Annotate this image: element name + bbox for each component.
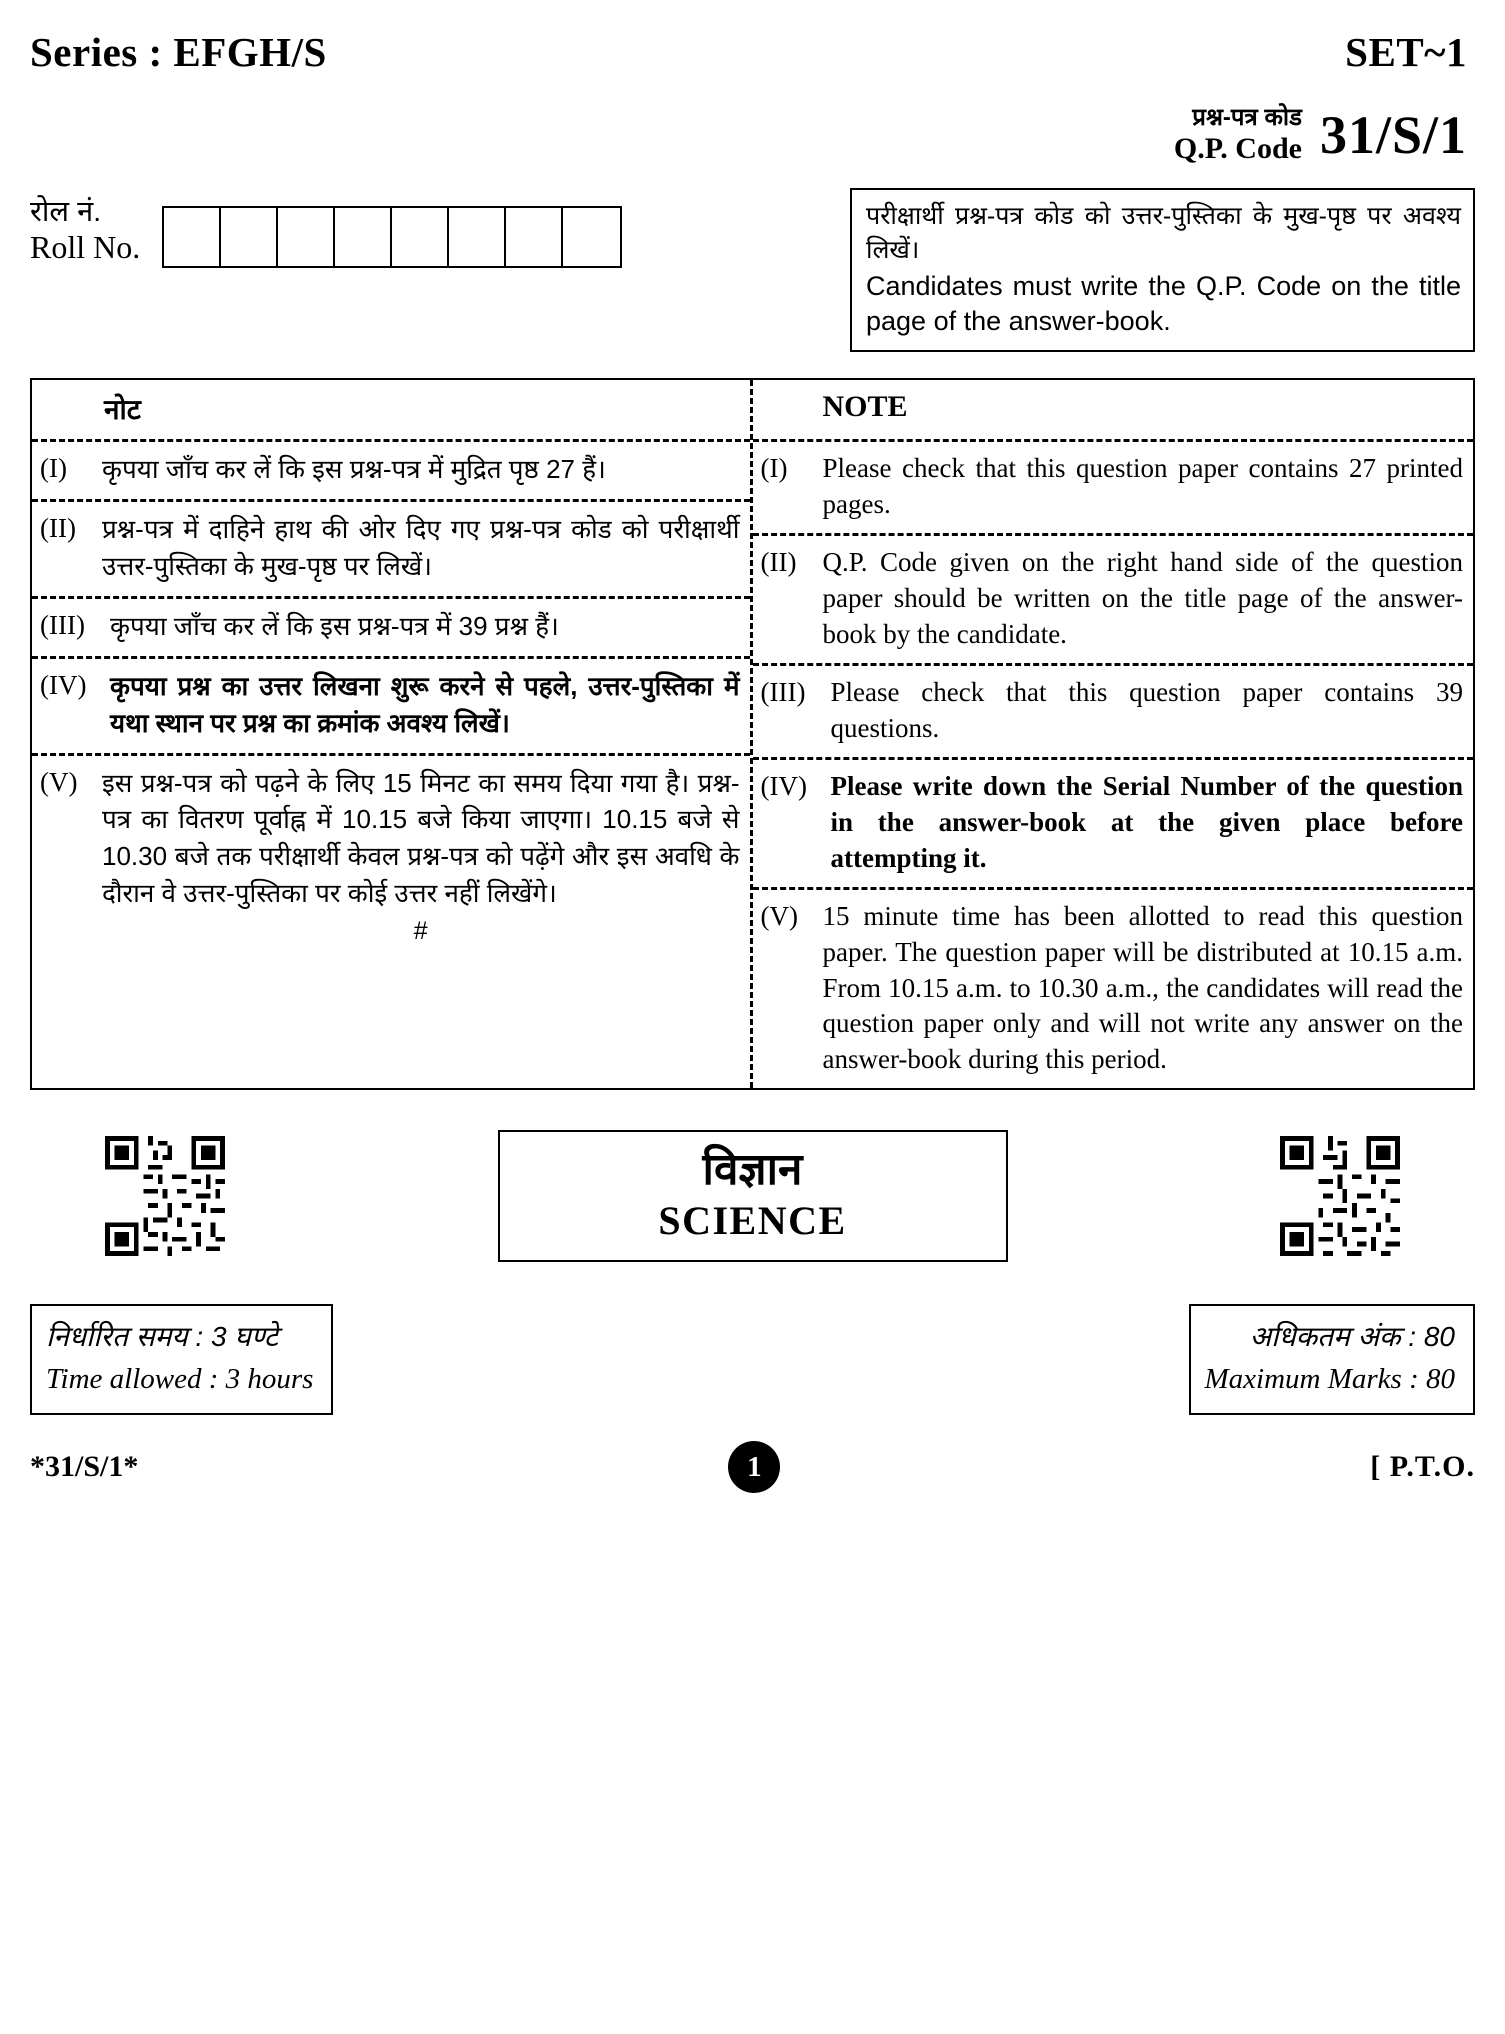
roll-no-input-boxes[interactable] [162, 206, 622, 268]
roll-no-label [30, 188, 140, 266]
qr-code-icon [105, 1136, 225, 1256]
note-column-english [753, 380, 1474, 1088]
page-footer [30, 1441, 1475, 1493]
roll-no-cell[interactable] [164, 208, 221, 266]
qp-code-label-hindi: प्रश्न-पत्र कोड [1192, 103, 1302, 131]
note-row [753, 890, 1474, 1088]
note-heading-english: NOTE [753, 380, 1474, 442]
roll-no-cell[interactable] [278, 208, 335, 266]
note-row [32, 756, 750, 961]
note-row-number: (V) [760, 901, 798, 932]
qp-code-labels [1174, 105, 1302, 165]
header-row [30, 28, 1475, 76]
pto-label: [ P.T.O. [1370, 1450, 1475, 1484]
roll-no-label-hindi: रोल नं. [30, 196, 102, 228]
time-allowed-hindi: निर्धारित समय : 3 घण्टे [46, 1320, 278, 1352]
qp-code-block [30, 104, 1475, 166]
note-row-text: Please write down the Serial Number of the question in the answer-book at the given place before attempting it. [830, 771, 1463, 873]
series-label: Series : EFGH/S [30, 29, 327, 75]
note-row-text: Q.P. Code given on the right hand side of the question paper should be written on the title page of the answer-book by the candidate. [822, 547, 1463, 649]
roll-no-cell[interactable] [335, 208, 392, 266]
roll-no-cell[interactable] [563, 208, 620, 266]
note-row-text: कृपया जाँच कर लें कि इस प्रश्न-पत्र में 39 प्रश्न हैं। [110, 610, 559, 641]
note-row [753, 760, 1474, 890]
note-row-text: Please check that this question paper contains 27 printed pages. [822, 453, 1463, 519]
note-row-number: (III) [40, 609, 85, 640]
note-row [32, 502, 750, 599]
subject-row [30, 1130, 1475, 1261]
note-row [753, 666, 1474, 760]
note-row-text: कृपया जाँच कर लें कि इस प्रश्न-पत्र में मुद्रित पृष्ठ 27 हैं। [102, 454, 606, 485]
candidate-instruction-english: Candidates must write the Q.P. Code on the title page of the answer-book. [866, 271, 1461, 336]
roll-no-cell[interactable] [392, 208, 449, 266]
note-row-number: (II) [760, 547, 797, 578]
candidate-instruction-box [850, 188, 1475, 352]
note-row-text: इस प्रश्न-पत्र को पढ़ने के लिए 15 मिनट का समय दिया गया है। प्रश्न-पत्र का वितरण पूर्वाह्न में 10.15 बजे किया जाएगा। 10.15 बजे से 10.30 बजे तक परीक्षार्थी केवल प्रश्न-पत्र को पढ़ेंगे और इस अवधि के दौरान वे उत्तर-पुस्तिका पर कोई उत्तर नहीं लिखेंगे। [102, 767, 740, 909]
note-row-text: Please check that this question paper contains 39 questions. [830, 677, 1463, 743]
roll-no-cell[interactable] [506, 208, 563, 266]
note-row-number: (I) [760, 453, 788, 484]
roll-no-label-english: Roll No. [30, 229, 141, 266]
note-row-number: (III) [760, 677, 806, 708]
time-allowed-box [30, 1304, 333, 1416]
note-row-text: प्रश्न-पत्र में दाहिने हाथ की ओर दिए गए प्रश्न-पत्र कोड को परीक्षार्थी उत्तर-पुस्तिका के मुख-पृष्ठ पर लिखें। [102, 514, 740, 581]
time-allowed-english: Time allowed : 3 hours [46, 1362, 314, 1395]
qp-code-label-english: Q.P. Code [1173, 131, 1302, 165]
note-row [32, 599, 750, 659]
maximum-marks-hindi: अधिकतम अंक : 80 [1249, 1320, 1455, 1352]
note-row [753, 442, 1474, 536]
note-row-text-wrap [102, 765, 740, 950]
footer-paper-code: *31/S/1* [30, 1450, 139, 1484]
note-row-text: 15 minute time has been allotted to read this question paper. The question paper will be distributed at 10.15 a.m. From 10.15 a.m. to 10.30 a.m., the candidates will read the question paper only and will not write any answer on the answer-book during this period. [822, 901, 1463, 1074]
hash-mark: # [413, 917, 428, 946]
candidate-instruction-hindi: परीक्षार्थी प्रश्न-पत्र कोड को उत्तर-पुस्तिका के मुख-पृष्ठ पर अवश्य लिखें। [866, 202, 1461, 264]
note-column-hindi [32, 380, 753, 1088]
note-row-number: (I) [40, 453, 67, 484]
roll-no-cell[interactable] [449, 208, 506, 266]
time-marks-row [30, 1304, 1475, 1416]
note-row-number: (II) [40, 513, 76, 543]
maximum-marks-english: Maximum Marks : 80 [1204, 1362, 1455, 1395]
subject-title-english: SCIENCE [658, 1197, 847, 1243]
note-row [32, 659, 750, 756]
roll-no-cell[interactable] [221, 208, 278, 266]
note-row [32, 442, 750, 502]
note-row-number: (IV) [40, 669, 87, 700]
note-row-number: (V) [40, 766, 78, 797]
subject-title-hindi: विज्ञान [702, 1145, 803, 1195]
maximum-marks-box [1189, 1304, 1475, 1416]
roll-and-note-row [30, 188, 1475, 352]
note-row-number: (IV) [760, 771, 807, 802]
subject-title-box [498, 1130, 1008, 1261]
note-row-text: कृपया प्रश्न का उत्तर लिखना शुरू करने से पहले, उत्तर-पुस्तिका में यथा स्थान पर प्रश्न का क्रमांक अवश्य लिखें। [110, 670, 740, 738]
qp-code-value: 31/S/1 [1319, 105, 1467, 165]
set-label: SET~1 [1345, 29, 1467, 75]
note-heading-hindi: नोट [32, 380, 750, 442]
note-row [753, 536, 1474, 666]
page-number-badge: 1 [728, 1441, 780, 1493]
note-table [30, 378, 1475, 1090]
qr-code-icon [1280, 1136, 1400, 1256]
